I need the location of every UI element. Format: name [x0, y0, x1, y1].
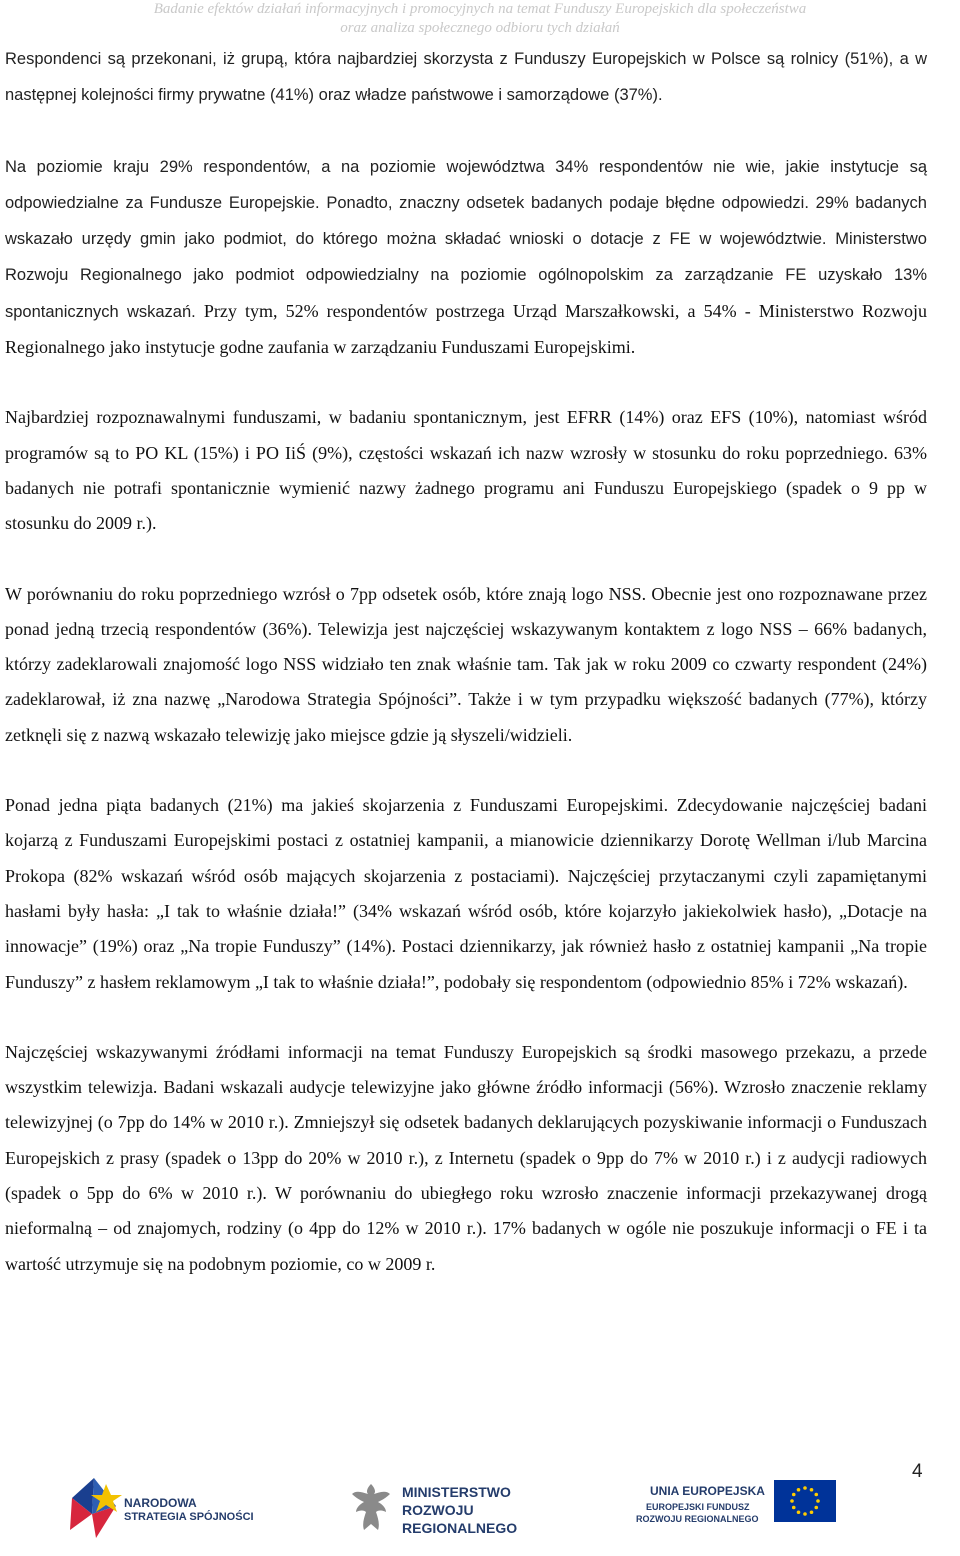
eu-logo — [636, 1480, 836, 1544]
eu-star — [792, 1506, 796, 1510]
paragraph-text: Najczęściej wskazywanymi źródłami informacji na temat Funduszy Europejskich są środki masowego przekazu, a przede wszystkim telewizja. Badani wskazali audycje telewizyjne jako główne źródło informacji (56%). Wzrosło znaczenie reklamy telewizyjnej (o 7pp do 14% w 2010 r.). Zmniejszył się odsetek badanych deklarujących pozyskiwanie informacji o Funduszach Europejskich z prasy (spadek o 13pp do 20% w 2010 r.), z Internetu (spadek o 9pp do 7% w 2010 r.) i z audycji radiowych (spadek o 5pp do 6% w 2010 r.). W porównaniu do ubiegłego roku wzrosło znaczenie informacji przekazywanej drogą nieformalną – od znajomych, rodziny (o 4pp do 12% w 2010 r.). 17% badanych w ogóle nie poszukuje informacji o FE i ta wartość utrzymuje się na podobnym poziomie, co w 2009 r. — [5, 1041, 927, 1274]
paragraph — [5, 1035, 927, 1282]
eu-star — [803, 1512, 807, 1516]
header-line-2: oraz analiza społecznego odbioru tych działań — [340, 20, 620, 36]
paragraph-text: Najbardziej rozpoznawalnymi funduszami, w badaniu spontanicznym, jest EFRR (14%) oraz EFS (10%), natomiast wśród programów są to PO KL (15%) i PO IiŚ (9%), częstości wskazań ich nazw wzrosły w stosunku do roku poprzedniego. 63% badanych nie potrafi spontanicznie wymienić nazwy żadnego programu ani Funduszu Europejskiego (spadek o 9 pp w stosunku do 2009 r.). — [5, 407, 927, 534]
nss-logo — [66, 1468, 256, 1548]
eu-logo-line1: UNIA EUROPEJSKA — [650, 1484, 765, 1498]
paragraph — [5, 400, 927, 541]
eu-star — [797, 1488, 801, 1492]
eu-star — [816, 1499, 820, 1503]
eu-star — [797, 1510, 801, 1514]
mrr-logo — [350, 1480, 530, 1550]
nss-logo-line1: NARODOWA — [124, 1496, 197, 1510]
eu-star — [814, 1493, 818, 1497]
paragraph-text: Na poziomie kraju 29% respondentów, a na poziomie województwa 34% respondentów nie wie, jakie instytucje są odpowiedzialne za Fundusze Europejskie. Ponadto, znaczny odsetek badanych podaje błędne odpowiedzi. 29% badanych wskazało urzędy gmin jako podmiot, do którego można składać wnioski o dotacje z FE w województwie. Ministerstwo Rozwoju Regionalnego jako podmiot odpowiedzialny na poziomie ogólnopolskim za zarządzanie FE uzyskało 13% spontanicznych wskazań. — [5, 157, 927, 321]
paragraph — [5, 788, 927, 1000]
paragraph-text: Ponad jedna piąta badanych (21%) ma jakieś skojarzenia z Funduszami Europejskimi. Zdecydowanie najczęściej badani kojarzą z Funduszami Europejskimi postaci z ostatniej kampanii, a mianowicie dziennikarzy Dorotę Wellman i/lub Marcina Prokopa (82% wskazań wśród osób mających skojarzenia z postaciami). Najczęściej przytaczanymi czyli zapamiętanymi hasłami były hasła: „I tak to właśnie działa!” (34% wskazań wśród osób, które kojarzyło jakiekolwiek hasło), „Dotacje na innowacje” (19%) oraz „Na tropie Funduszy” (14%). Postaci dziennikarzy, jak również hasło z ostatniej kampanii „Na tropie Funduszy” z hasłem reklamowym „I tak to właśnie działa!”, podobały się respondentom (odpowiednio 85% i 72% wskazań). — [5, 795, 927, 992]
paragraph — [5, 41, 927, 114]
paragraph — [5, 577, 927, 753]
eu-star — [792, 1493, 796, 1497]
mrr-logo-line1: MINISTERSTWO — [402, 1484, 511, 1500]
eu-flag-icon — [774, 1480, 836, 1522]
footer-logos — [0, 1460, 960, 1556]
eu-star — [790, 1499, 794, 1503]
mrr-logo-line3: REGIONALNEGO — [402, 1520, 518, 1536]
body-text — [5, 41, 927, 1317]
eu-logo-line3: ROZWOJU REGIONALNEGO — [636, 1514, 759, 1524]
page-number: 4 — [912, 1461, 923, 1482]
nss-emblem-icon — [66, 1468, 126, 1548]
paragraph-text: Przy tym, 52% respondentów postrzega Urząd Marszałkowski, a 54% - Ministerstwo Rozwoju Regionalnego jako instytucje godne zaufania w zarządzaniu Funduszami Europejskimi. — [5, 300, 927, 358]
eu-star — [814, 1506, 818, 1510]
paragraph — [5, 149, 927, 366]
nss-logo-line2: STRATEGIA SPÓJNOŚCI — [124, 1511, 254, 1523]
eu-star — [803, 1486, 807, 1490]
header-line-1: Badanie efektów działań informacyjnych i promocyjnych na temat Funduszy Europejskich dla społeczeństwa — [153, 1, 807, 17]
paragraph-text: W porównaniu do roku poprzedniego wzrósł o 7pp odsetek osób, które znają logo NSS. Obecnie jest ono rozpoznawane przez ponad jedną trzecią respondentów (36%). Telewizja jest najczęściej wskazywanym kontaktem z logo NSS – 66% badanych, którzy zadeklarowali znajomość logo NSS widziało ten znak właśnie tam. Tak jak w roku 2009 co czwarty respondent (24%) zadeklarował, iż zna nazwę „Narodowa Strategia Spójności”. Także i w tym przypadku większość badanych (77%), którzy zetknęli się z nazwą wskazało telewizję jako miejsce gdzie ją słyszeli/widzieli. — [5, 583, 927, 745]
eu-star — [810, 1488, 814, 1492]
mrr-logo-line2: ROZWOJU — [402, 1502, 474, 1518]
running-header — [0, 0, 960, 38]
eagle-emblem-icon — [350, 1480, 392, 1536]
paragraph-text: Respondenci są przekonani, iż grupą, która najbardziej skorzysta z Funduszy Europejskich w Polsce są rolnicy (51%), a w następnej kolejności firmy prywatne (41%) oraz władze państwowe i samorządowe (37%). — [5, 50, 927, 105]
eu-star — [810, 1510, 814, 1514]
eu-logo-line2: EUROPEJSKI FUNDUSZ — [646, 1502, 750, 1512]
